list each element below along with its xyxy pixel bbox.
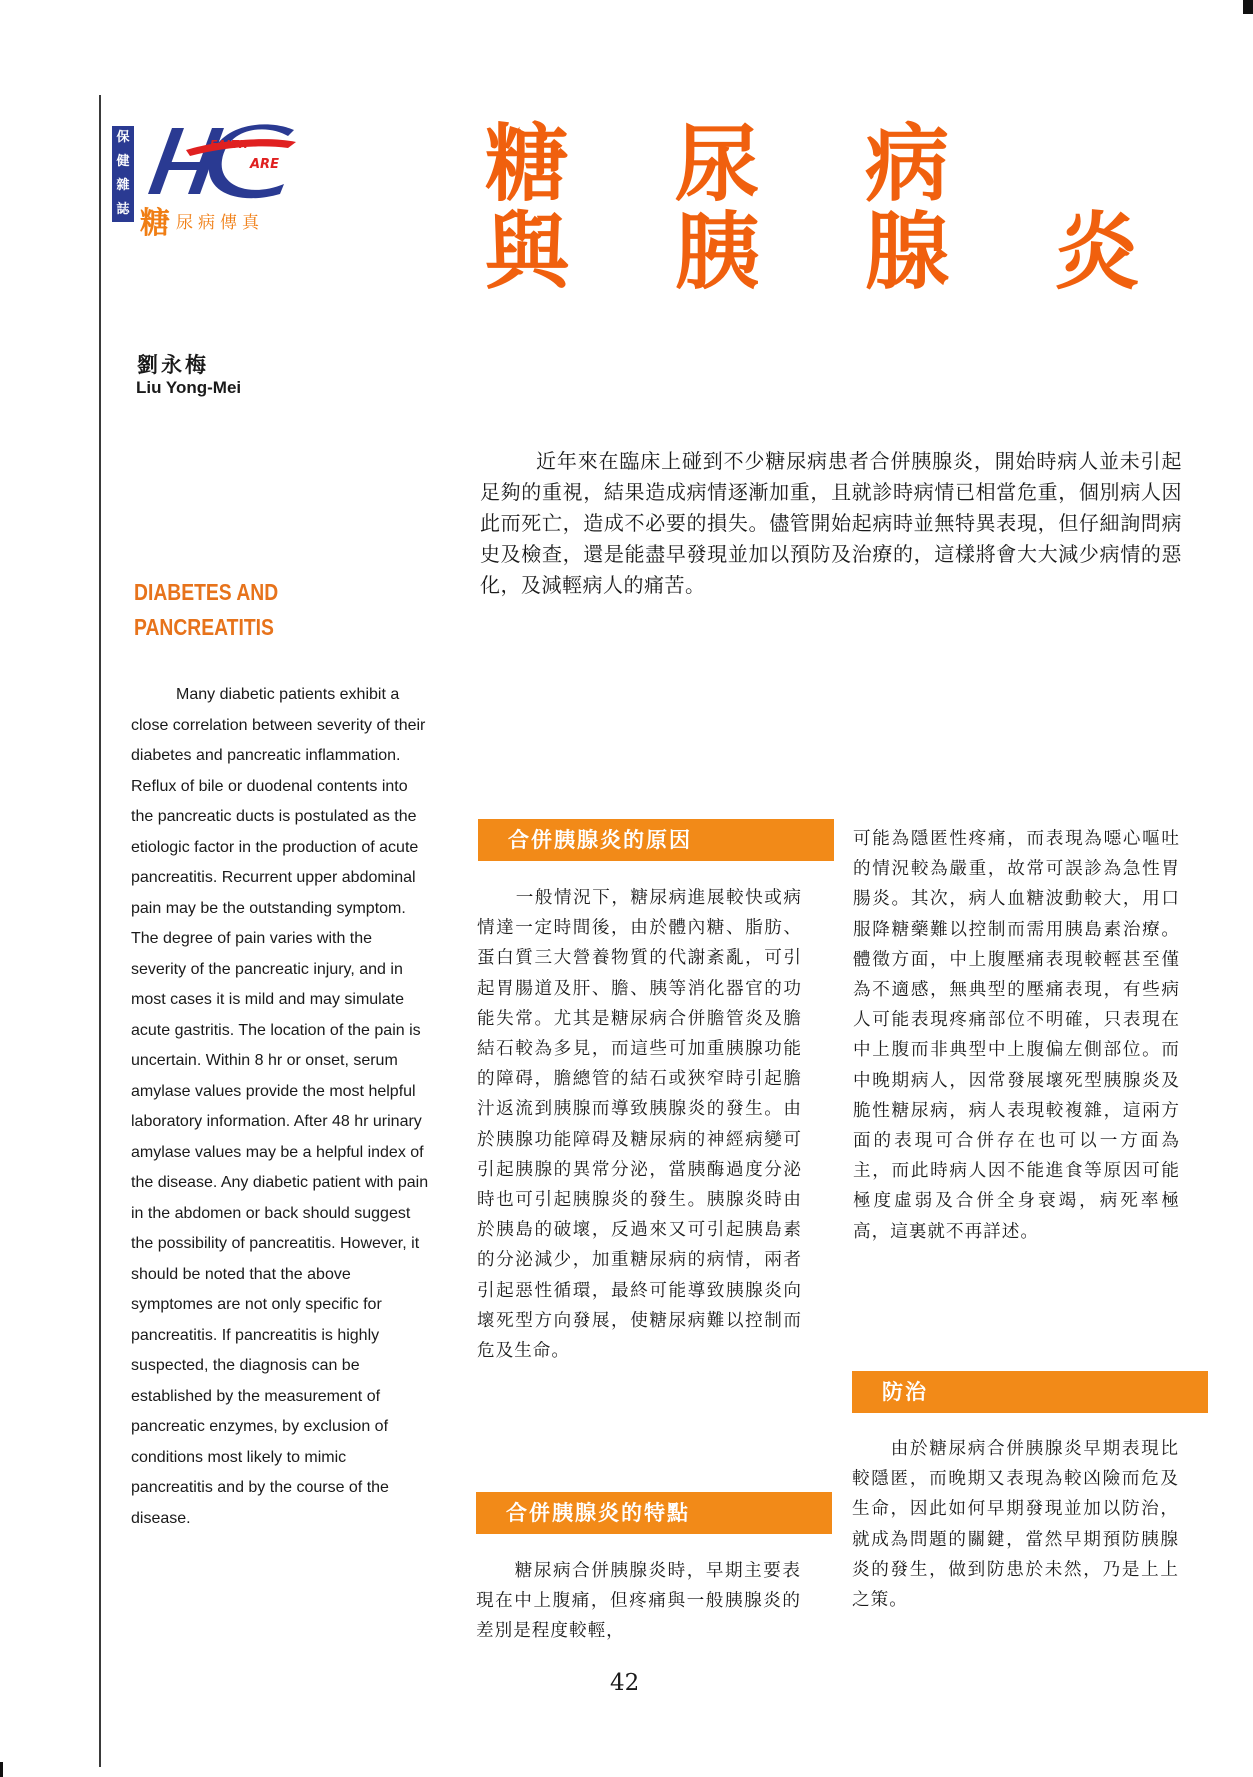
english-title: DIABETES AND PANCREATITIS: [134, 579, 279, 640]
section-body-prevention: 由於糖尿病合併胰腺炎早期表現比較隱匿，而晚期又表現為較凶險而危及生命，因此如何早期發現並加以防治，就成為問題的關鍵，當然早期預防胰腺炎的發生，做到防患於未然，乃是上上之策。: [852, 1439, 1179, 1611]
article-intro: 近年來在臨床上碰到不少糖尿病患者合併胰腺炎，開始時病人並未引起足夠的重視，結果造成病情逐漸加重，且就診時病情已相當危重，個別病人因此而死亡，造成不必要的損失。儘管開始起病時並無特異表現，但仔細詢問病史及檢查，還是能盡早發現並加以預防及治療的，這樣將會大大減少病情的惡化，及減輕病人的痛苦。: [480, 449, 1182, 597]
logo-column-name: 糖尿病傳真: [140, 206, 264, 241]
svg-text:EALTH: EALTH: [210, 138, 248, 151]
article-title-line-2: 與 胰 腺 炎: [485, 202, 1140, 301]
author-name-chinese: 劉永梅: [137, 353, 209, 377]
svg-text:ARE: ARE: [250, 157, 279, 172]
section-heading-prevention: 防治: [852, 1371, 1208, 1413]
magazine-logo: [112, 122, 312, 241]
section-body-causes: 一般情況下，糖尿病進展較快或病情達一定時間後，由於體內糖、脂肪、蛋白質三大營養物質的代謝紊亂，可引起胃腸道及肝、膽、胰等消化器官的功能失常。尤其是糖尿病合併膽管炎及膽結石較為多見，而這些可加重胰腺功能的障碍，膽總管的結石或狹窄時引起膽汁返流到胰腺而導致胰腺炎的發生。由於胰腺功能障碍及糖尿病的神經病變可引起胰腺的異常分泌，當胰酶過度分泌時也可引起胰腺炎的發生。胰腺炎時由於胰島的破壞，反過來又可引起胰島素的分泌減少，加重糖尿病的病情，兩者引起惡性循環，最終可能導致胰腺炎向壞死型方向發展，使糖尿病難以控制而危及生命。: [477, 888, 802, 1362]
section-body-features: 糖尿病合併胰腺炎時，早期主要表現在中上腹痛，但疼痛與一般胰腺炎的差別是程度較輕，: [476, 1561, 801, 1642]
page-number: 42: [610, 1670, 640, 1696]
section-heading-causes: 合併胰腺炎的原因: [478, 819, 834, 861]
healthcare-hc-logo: [138, 122, 298, 202]
author-name-english: Liu Yong-Mei: [136, 378, 242, 397]
article-title-line-1: 糖 尿 病: [485, 114, 950, 213]
section-body-features-continued: 可能為隱匿性疼痛，而表現為噁心嘔吐的情況較為嚴重，故常可誤診為急性胃腸炎。其次，病人血糖波動較大，用口服降糖藥難以控制而需用胰島素治療。體徵方面，中上腹壓痛表現較輕甚至僅為不適感，無典型的壓痛表現，有些病人可能表現疼痛部位不明確，只表現在中上腹而非典型中上腹偏左側部位。而中晚期病人，因常發展壞死型胰腺炎及脆性糖尿病，病人表現較複雜，這兩方面的表現可合併存在也可以一方面為主，而此時病人因不能進食等原因可能極度虛弱及合併全身衰竭，病死率極高，這裏就不再詳述。: [853, 829, 1180, 1242]
english-abstract: Many diabetic patients exhibit a close correlation between severity of their diabetes and pancreatic inflammation. Reflux of bile or duodenal contents into the pancreatic ducts is postulated as the etiologic factor in the production of acute pancreatitis. Recurrent upper abdominal pain may be the outstanding symptom. The degree of pain varies with the severity of the pancreatic injury, and in most cases it is mild and may simulate acute gastritis. The location of the pain is uncertain. Within 8 hr or onset, serum amylase values provide the most helpful laboratory information. After 48 hr urinary amylase values may be a helpful index of the disease. Any diabetic patient with pain in the abdomen or back should suggest the possibility of pancreatitis. However, it should be noted that the above symptomes are not only specific for pancreatitis. If pancreatitis is highly suspected, the diagnosis can be established by the measurement of pancreatic enzymes, by exclusion of conditions most likely to mimic pancreatitis and by the course of the disease.: [131, 686, 429, 1527]
bottom-crop-mark: [0, 1762, 3, 1777]
logo-vertical-label: 保 健 雜 誌: [112, 126, 134, 222]
corner-crop-mark: [1243, 0, 1253, 14]
section-heading-features: 合併胰腺炎的特點: [476, 1492, 832, 1534]
left-vertical-rule: [99, 95, 101, 1767]
